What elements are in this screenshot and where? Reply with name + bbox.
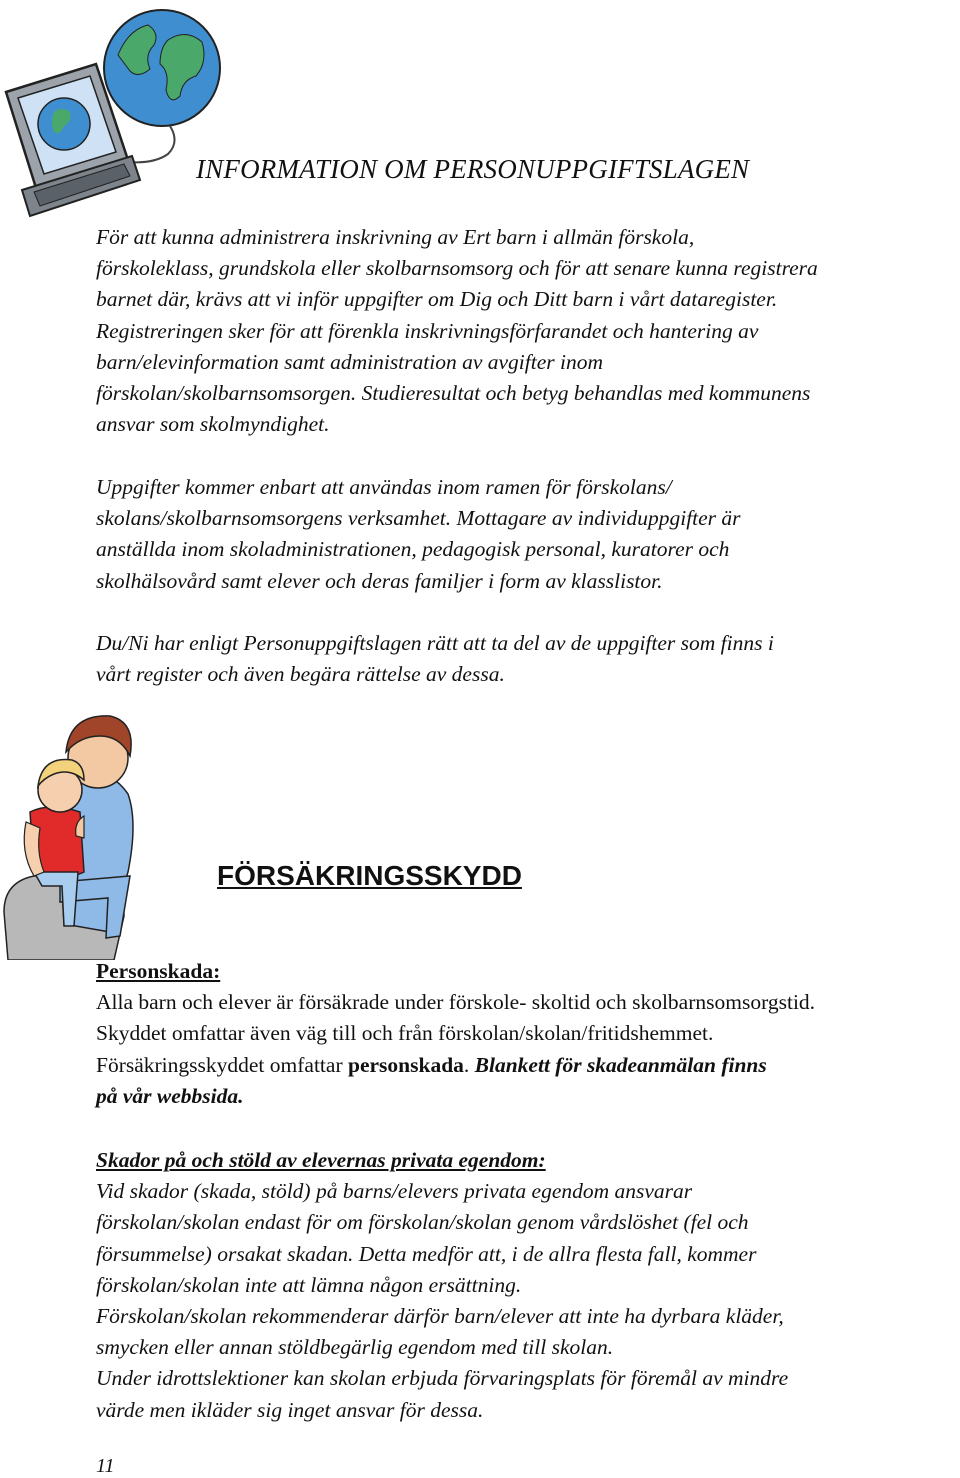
- property-damage-section: [96, 1145, 958, 1426]
- parent-child-illustration: [0, 712, 150, 960]
- insurance-title: FÖRSÄKRINGSSKYDD: [217, 860, 522, 891]
- text-line: Registreringen sker för att förenkla inskrivningsförfarandet och hantering av: [96, 318, 759, 343]
- page-number: 11: [96, 1455, 115, 1477]
- personal-injury-heading: Personskada:: [96, 959, 221, 983]
- text-line: försummelse) orsakat skadan. Detta medför att, i de allra flesta fall, kommer: [96, 1241, 757, 1266]
- laptop-globe-illustration: [0, 0, 230, 225]
- text-line: Vid skador (skada, stöld) på barns/elevers privata egendom ansvarar: [96, 1179, 693, 1204]
- info-paragraph-1: [96, 222, 958, 440]
- text-line: Skyddet omfattar även väg till och från förskolan/skolan/fritidshemmet.: [96, 1021, 714, 1046]
- text-line: barnet där, krävs att vi inför uppgifter om Dig och Ditt barn i vårt dataregister.: [96, 287, 778, 312]
- text-line: Du/Ni har enligt Personuppgiftslagen rätt att ta del av de uppgifter som finns i: [96, 631, 774, 655]
- text-line: vårt register och även begära rättelse av dessa.: [96, 662, 505, 687]
- info-paragraph-2: [96, 472, 958, 597]
- text-segment: .: [463, 1052, 475, 1077]
- text-line: skolans/skolbarnsomsorgens verksamhet. Mottagare av individuppgifter är: [96, 506, 741, 531]
- text-line: förskolan/skolan inte att lämna någon ersättning.: [96, 1272, 522, 1297]
- text-line-mixed: [96, 1050, 958, 1081]
- personal-injury-section: [96, 956, 958, 1112]
- text-line: Förskolan/skolan rekommenderar därför barn/elever att inte ha dyrbara kläder,: [96, 1304, 784, 1329]
- text-line: För att kunna administrera inskrivning av Ert barn i allmän förskola,: [96, 225, 695, 249]
- text-line-bold-italic: på vår webbsida.: [96, 1083, 244, 1108]
- text-line: anställda inom skoladministrationen, pedagogisk personal, kuratorer och: [96, 537, 730, 562]
- text-segment: Försäkringsskyddet omfattar: [96, 1052, 348, 1077]
- text-line: ansvar som skolmyndighet.: [96, 412, 330, 437]
- text-line: förskoleklass, grundskola eller skolbarnsomsorg och för att senare kunna registrera: [96, 256, 818, 281]
- text-line: barn/elevinformation samt administration av avgifter inom: [96, 349, 604, 374]
- text-line: skolhälsovård samt elever och deras familjer i form av klasslistor.: [96, 568, 663, 593]
- info-title: INFORMATION OM PERSONUPPGIFTSLAGEN: [196, 154, 750, 184]
- text-segment-bold: personskada: [348, 1052, 464, 1077]
- text-line: förskolan/skolan endast för om förskolan/skolan genom vårdslöshet (fel och: [96, 1210, 749, 1235]
- info-paragraph-3: [96, 628, 958, 690]
- text-line: förskolan/skolbarnsomsorgen. Studieresultat och betyg behandlas med kommunens: [96, 381, 811, 406]
- text-line: Uppgifter kommer enbart att användas inom ramen för förskolans/: [96, 475, 672, 499]
- text-line: smycken eller annan stöldbegärlig egendom med till skolan.: [96, 1335, 614, 1360]
- text-line: Under idrottslektioner kan skolan erbjuda förvaringsplats för föremål av mindre: [96, 1366, 789, 1391]
- text-line: Alla barn och elever är försäkrade under förskole- skoltid och skolbarnsomsorgstid.: [96, 990, 816, 1015]
- text-segment-bold-italic: Blankett för skadeanmälan finns: [474, 1052, 767, 1077]
- property-damage-heading: Skador på och stöld av elevernas privata egendom:: [96, 1148, 546, 1172]
- text-line: värde men ikläder sig inget ansvar för dessa.: [96, 1397, 484, 1422]
